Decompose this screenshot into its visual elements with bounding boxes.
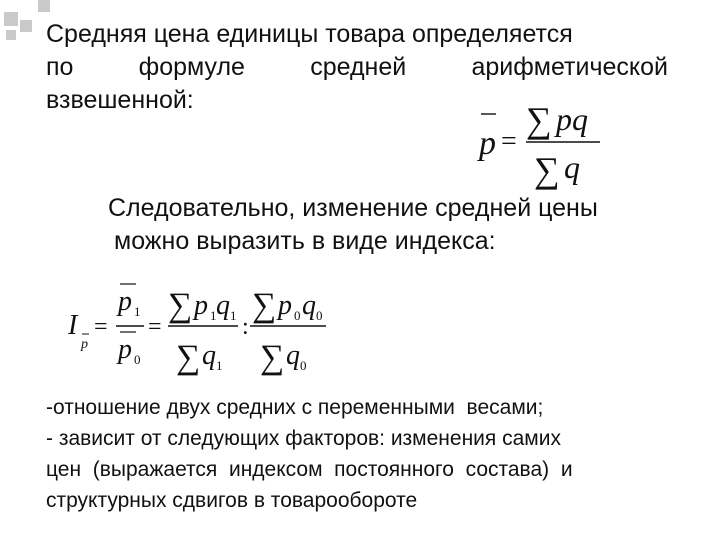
consequence-line-1: Следовательно, изменение средней цены bbox=[108, 194, 598, 222]
formula1-denominator: q bbox=[564, 149, 580, 185]
frac2-den-q-sub: 0 bbox=[300, 358, 307, 373]
properties-list bbox=[46, 392, 680, 516]
frac2-num-sum: ∑ bbox=[252, 287, 277, 324]
average-price-formula bbox=[470, 98, 610, 190]
intro-word-4: арифметической bbox=[471, 53, 668, 81]
index-subscript: p bbox=[81, 337, 88, 352]
corner-square-top bbox=[38, 0, 50, 12]
formula1-lhs: p bbox=[479, 125, 496, 162]
intro-word-2: формуле bbox=[138, 53, 245, 81]
corner-square-left bbox=[4, 12, 18, 26]
price-index-formula bbox=[64, 272, 354, 382]
intro-line-1: Средняя цена единицы товара определяется bbox=[46, 20, 573, 48]
formula2-colon: : bbox=[242, 314, 249, 340]
frac1-num-p-sub: 1 bbox=[210, 308, 217, 323]
consequence-paragraph bbox=[108, 192, 688, 258]
frac1-num-sum: ∑ bbox=[168, 287, 193, 324]
formula2-equals-1: = bbox=[94, 314, 108, 340]
frac2-den-q: q bbox=[286, 340, 300, 371]
frac2-num-q-sub: 0 bbox=[316, 308, 323, 323]
list-item-1: -отношение двух средних с переменными весами; bbox=[46, 396, 544, 419]
frac1-den-sum: ∑ bbox=[176, 339, 201, 376]
formula1-numerator: pq bbox=[556, 101, 588, 137]
intro-line-2 bbox=[46, 51, 668, 84]
formula2-equals-2: = bbox=[148, 314, 162, 340]
frac2-den-sum: ∑ bbox=[260, 339, 285, 376]
intro-word-3: средней bbox=[310, 53, 407, 81]
frac1-den-q-sub: 1 bbox=[216, 358, 223, 373]
formula1-num-sum: ∑ bbox=[526, 100, 552, 140]
p0-letter: p bbox=[118, 334, 132, 365]
intro-line-3: взвешенной: bbox=[46, 86, 194, 114]
frac1-num-p: p bbox=[194, 290, 208, 321]
list-item-2: - зависит от следующих факторов: изменения самих bbox=[46, 427, 561, 450]
frac2-num-q: q bbox=[302, 290, 316, 321]
frac1-num-q-sub: 1 bbox=[230, 308, 237, 323]
intro-word-1: по bbox=[46, 53, 74, 81]
p1-letter: p bbox=[118, 286, 132, 317]
index-letter: I bbox=[68, 310, 78, 341]
frac1-num-q: q bbox=[216, 290, 230, 321]
p1-subscript: 1 bbox=[134, 304, 141, 319]
consequence-line-2: можно выразить в виде индекса: bbox=[114, 227, 496, 255]
list-item-2-cont-1: цен (выражается индексом постоянного состава) и bbox=[46, 458, 573, 481]
frac2-num-p-sub: 0 bbox=[294, 308, 301, 323]
corner-square-right bbox=[20, 20, 32, 32]
p0-subscript: 0 bbox=[134, 352, 141, 367]
corner-square-bottom bbox=[6, 30, 16, 40]
list-item-2-cont-2: структурных сдвигов в товарообороте bbox=[46, 489, 418, 512]
frac1-den-q: q bbox=[202, 340, 216, 371]
formula1-equals: = bbox=[501, 126, 517, 157]
formula1-den-sum: ∑ bbox=[534, 150, 560, 190]
frac2-num-p: p bbox=[278, 290, 292, 321]
